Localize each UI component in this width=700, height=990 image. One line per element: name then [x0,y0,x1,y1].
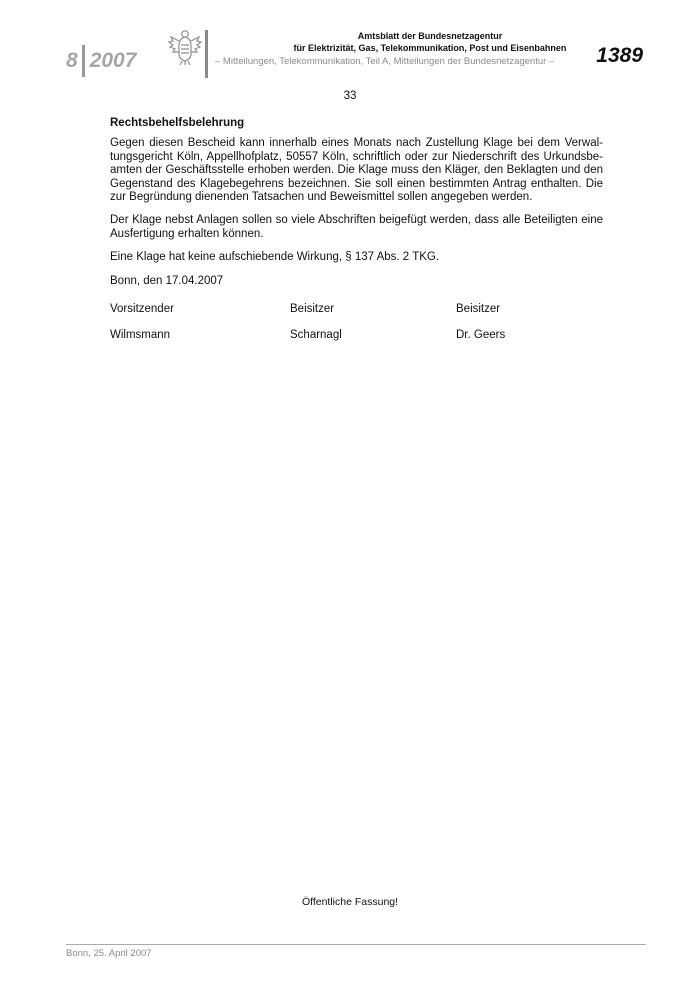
signature-roles [110,303,603,316]
role-assessor-2: Beisitzer [456,303,501,316]
paragraph-appeal: Gegen diesen Bescheid kann innerhalb eines Monats nach Zustellung Klage bei dem Verwaltungsgericht Köln, Appellhofplatz, 50557 Köln, schriftlich oder zur Niederschrift des Urkundsbeamten der Geschäftsstelle erhoben werden. Die Klage muss den Kläger, den Beklagten und den Gegenstand des Klagebegehrens bezeichnen. Sie soll einen bestimmten Antrag enthalten. Die zur Begründung dienenden Tatsachen und Beweismittel sollen angegeben werden. [110,137,603,204]
issue-number [66,45,136,77]
public-version-note: Öffentliche Fassung! [301,896,399,908]
name-assessor-1: Scharnagl [290,329,342,342]
paragraph-no-suspensive-effect: Eine Klage hat keine aufschiebende Wirkung, § 137 Abs. 2 TKG. [110,251,440,264]
paragraph-copies: Der Klage nebst Anlagen sollen so viele Abschriften beigefügt werden, dass alle Beteiligten eine Ausfertigung erhalten können. [110,214,603,240]
document-body [110,117,603,343]
publication-title-line1: Amtsblatt der Bundesnetzagentur [357,31,503,41]
issue-number-value: 8 [66,49,78,72]
name-assessor-2: Dr. Geers [456,329,506,342]
section-heading: Rechtsbehelfsbelehrung [110,117,245,129]
signature-names [110,329,603,342]
sequence-number: 33 [343,90,357,102]
publication-title [215,30,645,54]
publication-title-line2: für Elektrizität, Gas, Telekommunikation, Post und Eisenbahnen [293,43,567,53]
header-separator [205,30,208,78]
page-number: 1389 [596,44,643,67]
place-date: Bonn, den 17.04.2007 [110,274,224,287]
role-assessor-1: Beisitzer [290,303,335,316]
publication-subtitle: – Mitteilungen, Telekommunikation, Teil A, Mitteilungen der Bundesnetzagentur – [215,56,555,67]
footer-date: Bonn, 25. April 2007 [66,948,152,959]
issue-year: 2007 [89,49,137,72]
page-header [0,0,700,90]
footer-divider [66,944,646,945]
name-chair: Wilmsmann [110,329,171,342]
issue-divider [82,45,85,77]
federal-eagle-icon [168,28,202,66]
role-chair: Vorsitzender [110,303,174,316]
